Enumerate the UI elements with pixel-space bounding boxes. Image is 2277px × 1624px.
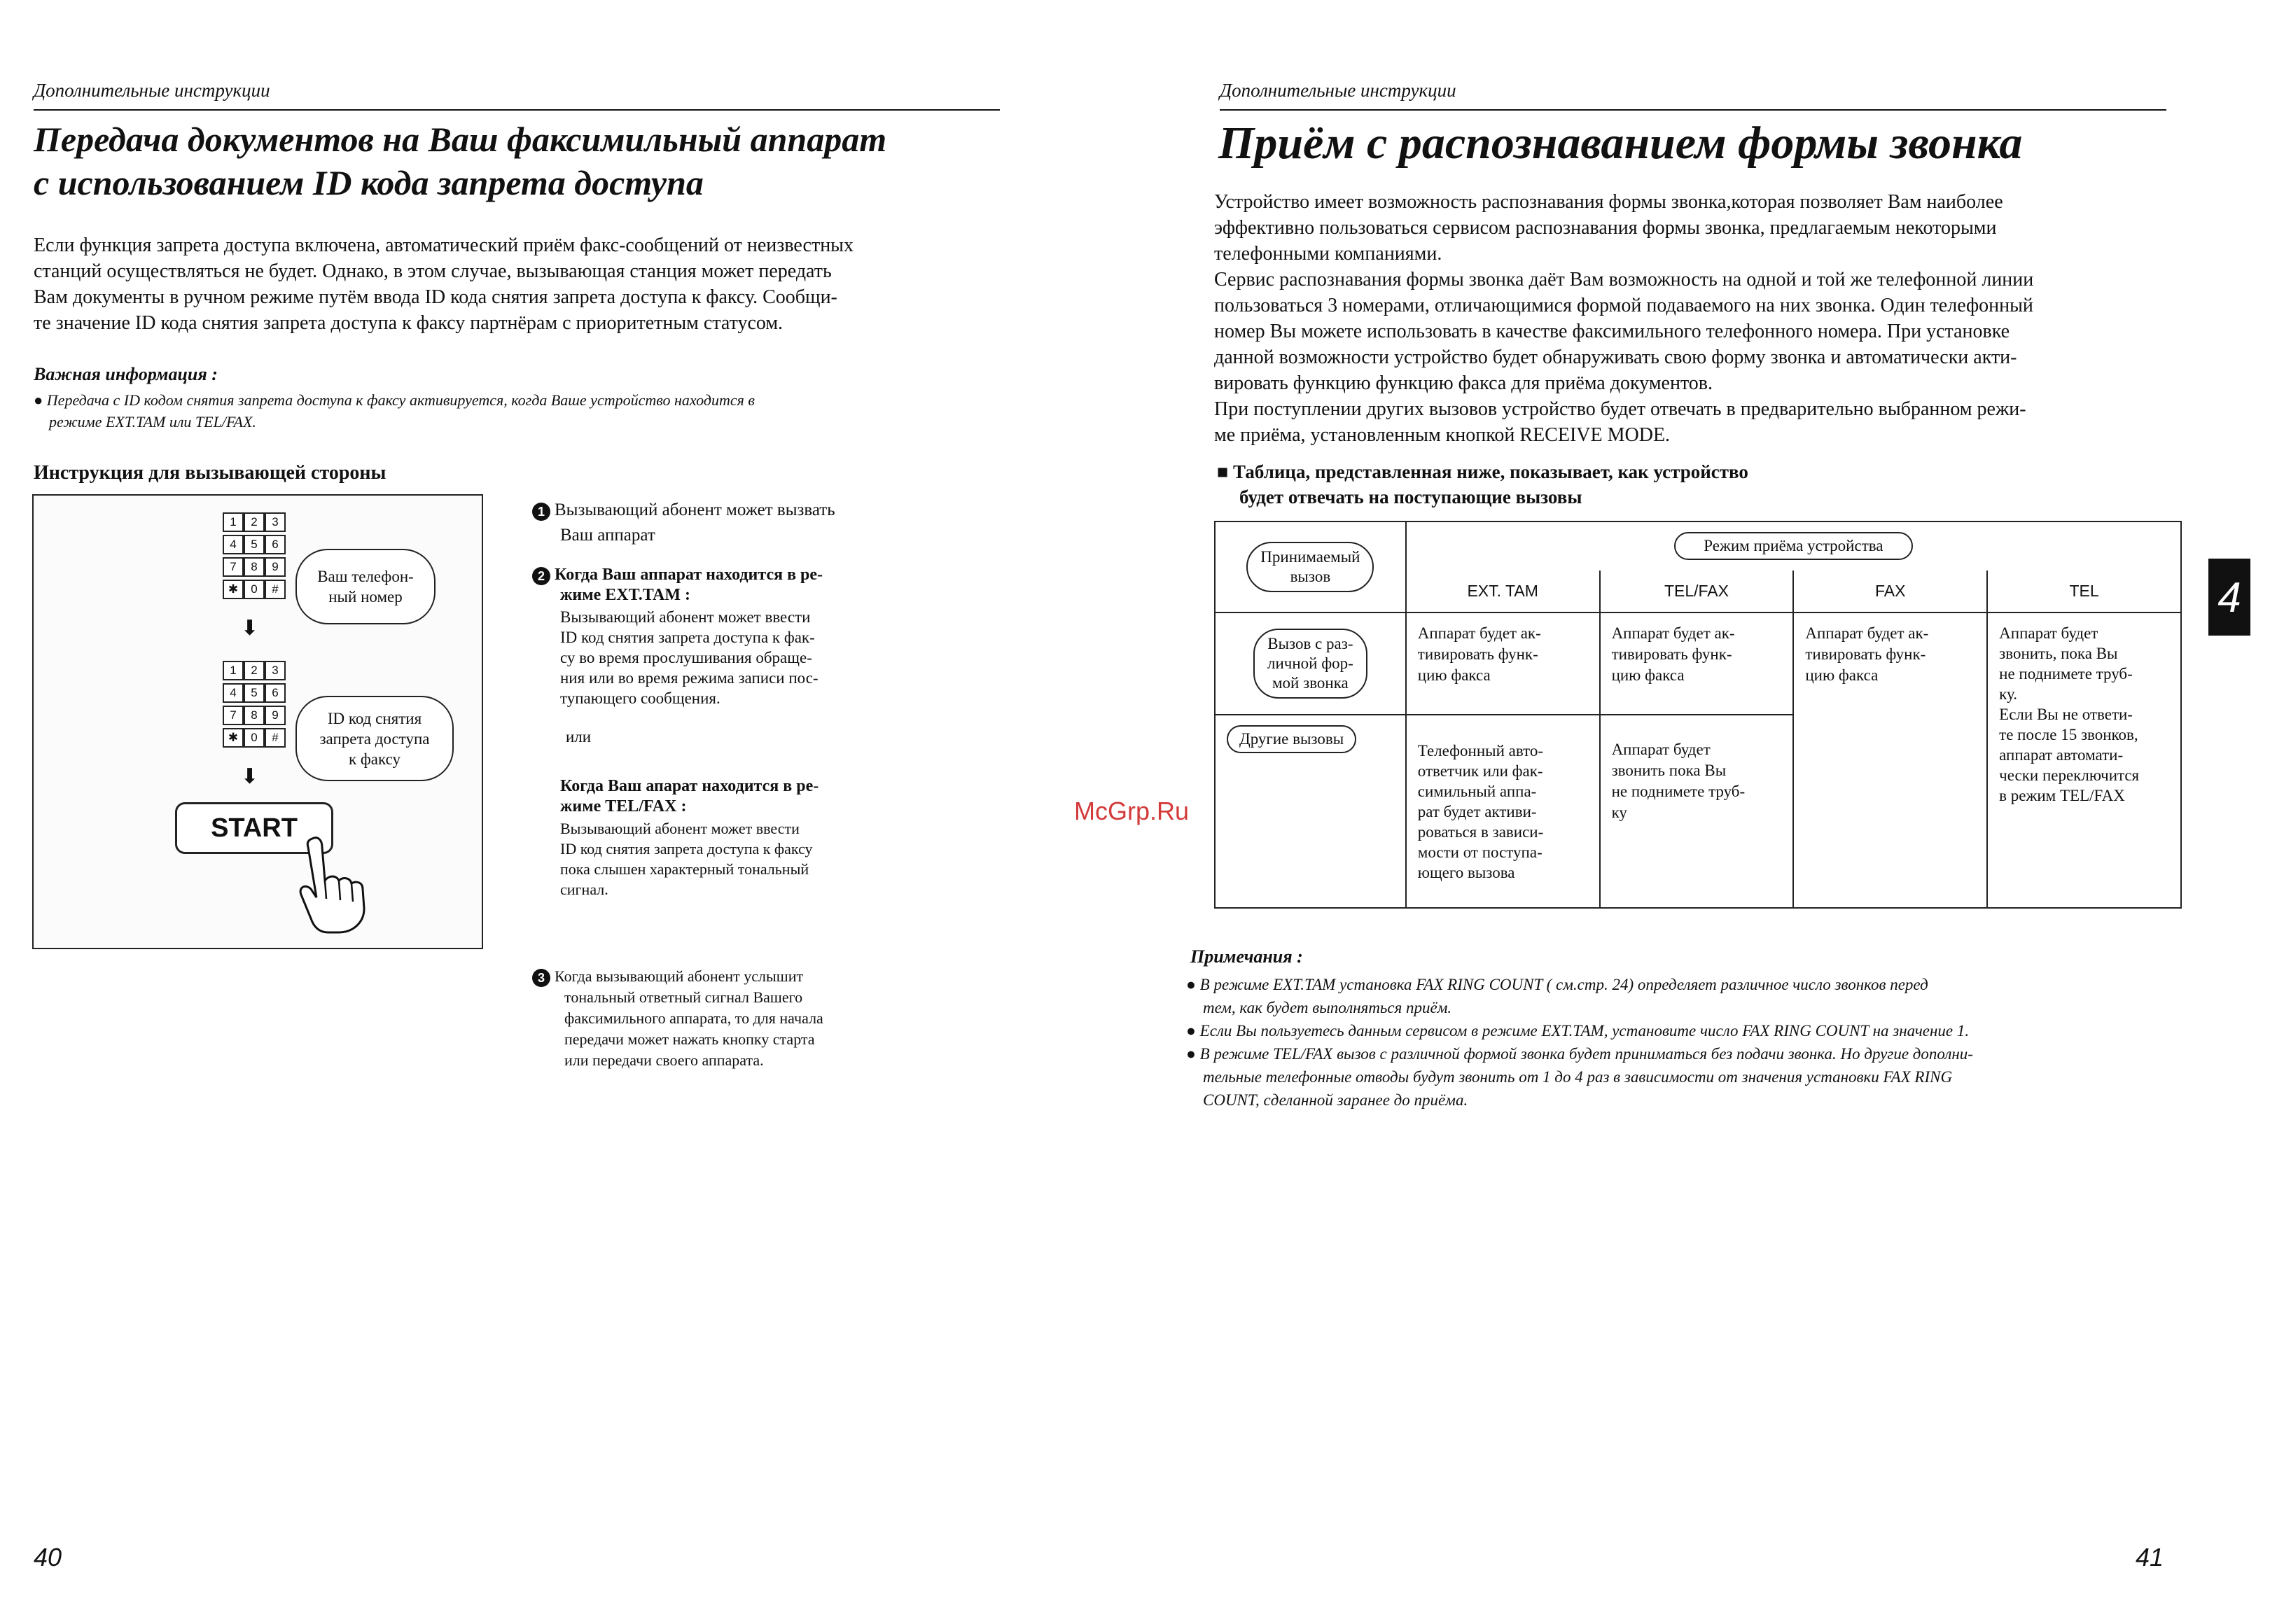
- left-section-label: Дополнительные инструкции: [34, 80, 270, 101]
- cell-r2-ext-tam: [1406, 715, 1600, 908]
- right-intro-line: эффективно пользоваться сервисом распознавания формы звонка, предлагаемым некоторыми: [1214, 217, 1997, 239]
- notes-list: [1186, 973, 2208, 1112]
- keypad-top: [223, 512, 283, 599]
- table-heading-line: ■ Таблица, представленная ниже, показывает, как устройство: [1217, 461, 1748, 482]
- important-note: [34, 389, 1042, 433]
- key-3: 3: [265, 661, 286, 680]
- key-1: 1: [223, 661, 244, 680]
- cell-line: тивировать функ-: [1805, 645, 1926, 663]
- pill-line: Вызов с раз-: [1267, 635, 1353, 652]
- step-2-number: 2: [532, 567, 550, 585]
- step-2b-heading: жиме TEL/FAX :: [560, 797, 687, 816]
- cell-line: в режим TEL/FAX: [1999, 787, 2125, 804]
- page-number-right: 41: [2136, 1543, 2164, 1572]
- step-2-heading: жиме EXT.TAM :: [560, 586, 690, 604]
- key-9: 9: [265, 557, 286, 577]
- key-0: 0: [244, 728, 265, 748]
- cell-line: не поднимете труб-: [1999, 665, 2133, 682]
- step-2b-line: пока слышен характерный тональный: [560, 860, 809, 878]
- key-hash: #: [265, 728, 286, 748]
- step-3-line: Когда вызывающий абонент услышит: [555, 967, 804, 985]
- key-2: 2: [244, 661, 265, 680]
- key-4: 4: [223, 683, 244, 703]
- receive-mode-pill: Режим приёма устройства: [1674, 532, 1912, 560]
- column-tel: TEL: [1987, 570, 2181, 612]
- step-2-heading: Когда Ваш аппарат находится в ре-: [555, 566, 823, 584]
- right-intro-line: вировать функцию функцию факса для приёма документов.: [1214, 372, 1713, 394]
- note-line: ● Если Вы пользуетесь данным сервисом в режиме EXT.TAM, установите число FAX RING COUNT на значение 1.: [1186, 1022, 1970, 1040]
- row-distinctive-ring-label: [1215, 612, 1406, 715]
- key-4: 4: [223, 535, 244, 554]
- cell-line: Аппарат будет: [1999, 624, 2098, 642]
- pointing-hand-icon: [286, 832, 391, 937]
- column-tel-fax: TEL/FAX: [1600, 570, 1794, 612]
- key-star: ✱: [223, 728, 244, 748]
- step-2-line: ID код снятия запрета доступа к фак-: [560, 629, 815, 646]
- bubble-line: ID код снятия: [327, 709, 422, 727]
- step-3-line: передачи может нажать кнопку старта: [564, 1030, 815, 1048]
- bubble-line: к факсу: [348, 750, 401, 768]
- right-page-title: Приём с распознаванием формы звонка: [1218, 118, 2023, 169]
- key-8: 8: [244, 557, 265, 577]
- left-intro-line: станций осуществляться не будет. Однако, в этом случае, вызывающая станция может передать: [34, 260, 832, 282]
- left-intro-paragraph: [34, 232, 1042, 336]
- right-intro-line: При поступлении других вызовов устройство будет отвечать в предварительно выбранном режи-: [1214, 398, 2026, 420]
- cell-r1-ext-tam: [1406, 612, 1600, 715]
- step-2b-heading: Когда Ваш апарат находится в ре-: [560, 777, 819, 795]
- cell-line: цию факса: [1611, 666, 1685, 684]
- bubble-line: ный номер: [328, 588, 403, 606]
- right-intro-line: ме приёма, установленным кнопкой RECEIVE MODE.: [1214, 424, 1671, 446]
- column-fax: FAX: [1793, 570, 1987, 612]
- pill-line: вызов: [1290, 568, 1331, 585]
- step-2b-line: сигнал.: [560, 881, 608, 898]
- important-note-line: ● Передача с ID кодом снятия запрета доступа к факсу активируется, когда Ваше устройство находится в: [34, 391, 755, 409]
- id-code-bubble: [295, 696, 454, 781]
- or-separator: или: [566, 728, 592, 746]
- note-line: ● В режиме EXT.TAM установка FAX RING COUNT ( см.стр. 24) определяет различное число звонков перед: [1186, 976, 1928, 993]
- right-intro-line: пользоваться 3 номерами, отличающимися формой подаваемого на них звонка. Один телефонный: [1214, 295, 2033, 316]
- cell-line: те после 15 звонков,: [1999, 726, 2138, 743]
- caller-figure: [32, 494, 483, 949]
- pill-line: мой звонка: [1272, 674, 1349, 692]
- cell-line: Аппарат будет: [1611, 741, 1711, 758]
- key-9: 9: [265, 706, 286, 725]
- step-2b-line: ID код снятия запрета доступа к факсу: [560, 840, 813, 858]
- right-intro-line: Устройство имеет возможность распознавания формы звонка,которая позволяет Вам наиболее: [1214, 191, 2003, 213]
- down-arrow-icon: ⬇: [241, 616, 259, 640]
- left-intro-line: Вам документы в ручном режиме путём ввода ID кода снятия запрета доступа к факсу. Сообщи-: [34, 286, 837, 308]
- step-2: [532, 564, 924, 899]
- pill-line: личной фор-: [1267, 654, 1353, 672]
- notes-heading: Примечания :: [1190, 946, 1303, 967]
- column-ext-tam: EXT. TAM: [1406, 570, 1600, 612]
- key-7: 7: [223, 557, 244, 577]
- right-intro-paragraph: [1214, 189, 2222, 448]
- cell-line: аппарат автомати-: [1999, 746, 2124, 764]
- right-intro-line: телефонными компаниями.: [1214, 243, 1442, 265]
- step-3-line: факсимильного аппарата, то для начала: [564, 1009, 823, 1027]
- key-2: 2: [244, 512, 265, 532]
- cell-line: звонить, пока Вы: [1999, 645, 2118, 662]
- cell-line: ответчик или фак-: [1417, 762, 1543, 780]
- keypad-bottom: [223, 661, 283, 748]
- cell-line: Аппарат будет ак-: [1611, 624, 1735, 642]
- cell-line: Если Вы не ответи-: [1999, 706, 2133, 723]
- important-heading: Важная информация :: [34, 364, 218, 384]
- table-heading-line: будет отвечать на поступающие вызовы: [1239, 486, 1582, 507]
- step-1-number: 1: [532, 503, 550, 521]
- received-call-pill: [1246, 542, 1374, 592]
- key-1: 1: [223, 512, 244, 532]
- important-note-line: режиме EXT.TAM или TEL/FAX.: [49, 413, 256, 430]
- page-number-left: 40: [34, 1543, 62, 1572]
- caller-instructions-heading: Инструкция для вызывающей стороны: [34, 462, 387, 484]
- table-heading: [1217, 459, 1748, 510]
- cell-line: цию факса: [1417, 666, 1491, 684]
- cell-line: тивировать функ-: [1417, 645, 1538, 663]
- cell-line: Аппарат будет ак-: [1805, 624, 1929, 642]
- cell-line: Аппарат будет ак-: [1417, 624, 1541, 642]
- row-other-calls-label: [1215, 715, 1406, 908]
- key-5: 5: [244, 683, 265, 703]
- cell-line: звонить пока Вы: [1611, 762, 1727, 779]
- pill-line: Принимаемый: [1260, 548, 1360, 566]
- cell-tel: [1987, 612, 2181, 908]
- left-intro-line: Если функция запрета доступа включена, автоматический приём факс-сообщений от неизвестных: [34, 234, 854, 256]
- step-3-line: или передачи своего аппарата.: [564, 1051, 764, 1069]
- key-8: 8: [244, 706, 265, 725]
- cell-line: роваться в зависи-: [1417, 823, 1544, 841]
- right-section-label: Дополнительные инструкции: [1220, 80, 1456, 101]
- cell-line: ку.: [1999, 685, 2017, 703]
- cell-line: мости от поступа-: [1417, 844, 1543, 861]
- right-intro-line: Сервис распознавания формы звонка даёт Вам возможность на одной и той же телефонной линии: [1214, 269, 2034, 290]
- down-arrow-icon: ⬇: [241, 764, 259, 789]
- right-intro-line: номер Вы можете использовать в качестве факсимильного телефонного номера. При установке: [1214, 321, 2010, 342]
- distinctive-ring-pill: [1253, 629, 1367, 699]
- note-line: COUNT, сделанной заранее до приёма.: [1203, 1091, 1468, 1109]
- left-title-line-2: с использованием ID кода запрета доступа: [34, 163, 704, 202]
- step-3: [532, 966, 924, 1071]
- step-1-line: Вызывающий абонент может вызвать: [555, 500, 835, 519]
- cell-line: ку: [1611, 804, 1627, 821]
- cell-line: ющего вызова: [1417, 864, 1515, 881]
- step-2b-body: [532, 818, 924, 899]
- cell-line: симильный аппа-: [1417, 783, 1537, 800]
- note-line: тельные телефонные отводы будут звонить от 1 до 4 раз в зависимости от значения установки FAX RING: [1203, 1068, 1953, 1086]
- bubble-line: запрета доступа: [319, 729, 430, 748]
- cell-line: чески переключится: [1999, 766, 2140, 784]
- step-2-body: [532, 607, 924, 708]
- cell-r2-tel-fax: [1600, 715, 1794, 908]
- start-button: START: [175, 802, 333, 854]
- step-2-line: тупающего сообщения.: [560, 690, 720, 707]
- key-7: 7: [223, 706, 244, 725]
- note-line: тем, как будет выполняться приём.: [1203, 999, 1452, 1016]
- key-hash: #: [265, 580, 286, 599]
- step-2-line: су во время прослушивания обраще-: [560, 649, 812, 666]
- table-corner-cell: [1215, 522, 1406, 612]
- cell-line: Телефонный авто-: [1417, 742, 1544, 760]
- cell-line: тивировать функ-: [1611, 645, 1732, 663]
- step-2b-line: Вызывающий абонент может ввести: [560, 820, 800, 837]
- left-header-rule: [34, 109, 1000, 111]
- cell-line: цию факса: [1805, 666, 1879, 684]
- other-calls-pill: Другие вызовы: [1227, 725, 1356, 753]
- bubble-line: Ваш телефон-: [317, 568, 414, 585]
- key-3: 3: [265, 512, 286, 532]
- key-0: 0: [244, 580, 265, 599]
- step-2-line: ния или во время режима записи пос-: [560, 669, 819, 687]
- ring-pattern-table: [1214, 521, 2182, 909]
- left-intro-line: те значение ID кода снятия запрета доступа к факсу партнёрам с приоритетным статусом.: [34, 312, 784, 334]
- cell-line: не поднимете труб-: [1611, 783, 1746, 800]
- right-intro-line: данной возможности устройство будет обнаруживать свою форму звонка и автоматически акти-: [1214, 346, 2017, 368]
- step-2-line: Вызывающий абонент может ввести: [560, 608, 811, 626]
- cell-fax: [1793, 612, 1987, 908]
- watermark: McGrp.Ru: [1074, 797, 1190, 825]
- step-1-line: Ваш аппарат: [560, 525, 655, 545]
- cell-line: рат будет активи-: [1417, 803, 1537, 820]
- step-3-line: тональный ответный сигнал Вашего: [564, 988, 803, 1006]
- left-page-title: [34, 118, 1014, 204]
- right-header-rule: [1220, 109, 2166, 111]
- note-line: ● В режиме TEL/FAX вызов с различной формой звонка будет приниматься без подачи звонка. Но другие дополни-: [1186, 1045, 1973, 1063]
- key-5: 5: [244, 535, 265, 554]
- key-star: ✱: [223, 580, 244, 599]
- chapter-tab: 4: [2208, 559, 2250, 636]
- step-3-number: 3: [532, 969, 550, 987]
- step-1: [532, 500, 924, 545]
- key-6: 6: [265, 535, 286, 554]
- key-6: 6: [265, 683, 286, 703]
- left-title-line-1: Передача документов на Ваш факсимильный аппарат: [34, 120, 887, 159]
- mode-header-cell: [1406, 522, 2181, 570]
- cell-r1-tel-fax: [1600, 612, 1794, 715]
- phone-number-bubble: [295, 549, 436, 624]
